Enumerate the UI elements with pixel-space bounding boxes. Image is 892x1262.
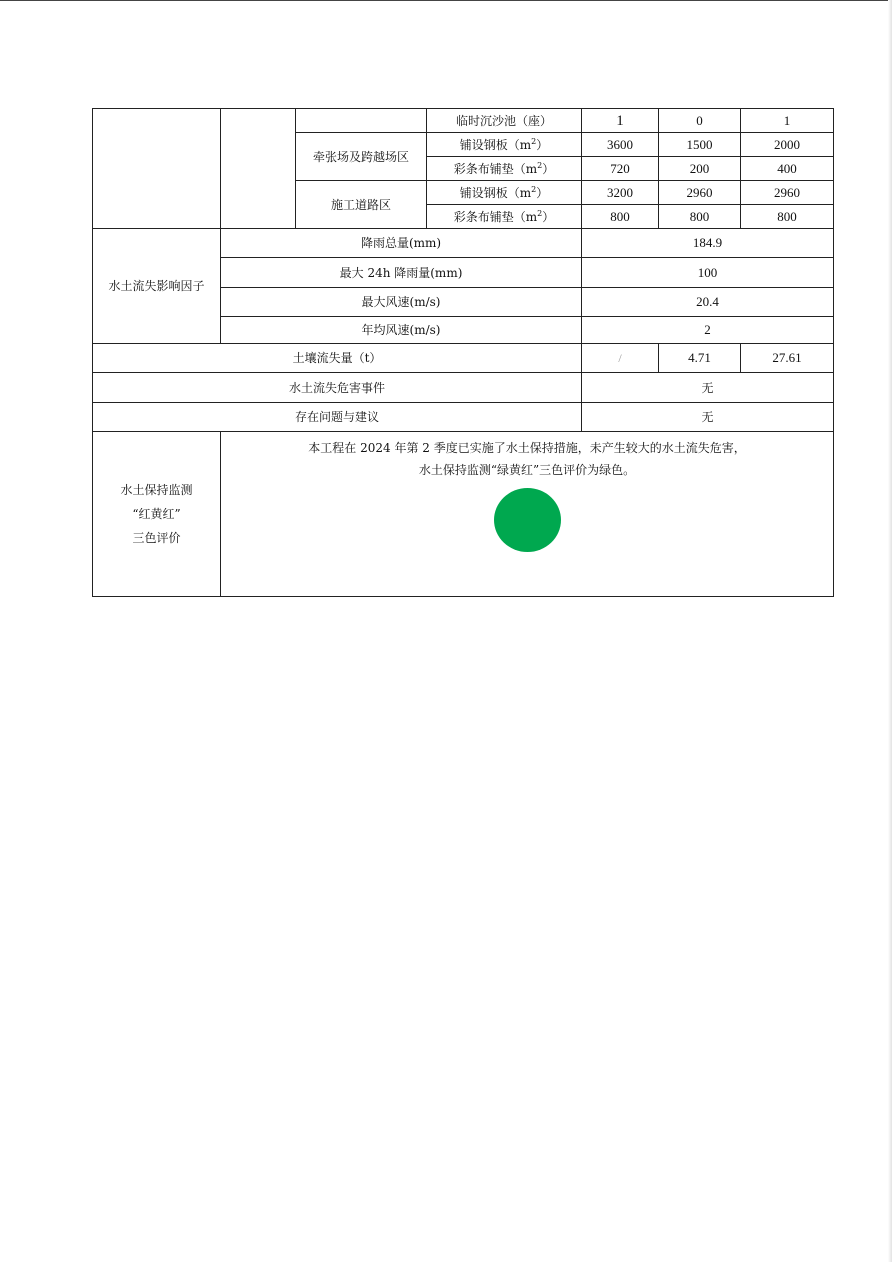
table-row: [93, 229, 834, 258]
factor-value: 2: [582, 317, 834, 344]
measure-value: 800: [741, 205, 834, 229]
table-row: [93, 432, 834, 597]
evaluation-label-line: 水土保持监测: [120, 483, 193, 497]
area-label: 牵张场及跨越场区: [296, 133, 427, 181]
measure-value: 200: [659, 157, 741, 181]
measure-value: 3200: [582, 181, 659, 205]
measure-value: 1: [741, 109, 834, 133]
soil-loss-label: 土壤流失量（t）: [93, 344, 582, 373]
evaluation-text-line: 水土保持监测“绿黄红”三色评价为绿色。: [418, 463, 636, 477]
measure-label: 彩条布铺垫$(m^2)$: [427, 205, 582, 229]
evaluation-content: [221, 432, 834, 597]
area-label: 施工道路区: [296, 181, 427, 229]
table-row: [93, 373, 834, 403]
table-row: [93, 344, 834, 373]
measure-value: 1: [582, 109, 659, 133]
measure-value: 1500: [659, 133, 741, 157]
issues-value: 无: [582, 403, 834, 432]
table-row: [93, 403, 834, 432]
factor-value: 20.4: [582, 288, 834, 317]
measure-value: 2960: [741, 181, 834, 205]
measure-value: 800: [659, 205, 741, 229]
blank-cell: [296, 109, 427, 133]
blank-cell: [93, 109, 221, 229]
table-row: [93, 109, 834, 133]
measure-label: 彩条布铺垫$(m^2)$: [427, 157, 582, 181]
factors-title: 水土流失影响因子: [93, 229, 221, 344]
hazard-value: 无: [582, 373, 834, 403]
measure-value: 400: [741, 157, 834, 181]
measure-value: 800: [582, 205, 659, 229]
factor-value: 184.9: [582, 229, 834, 258]
measure-label: 铺设钢板$(m^2)$: [427, 133, 582, 157]
measure-label: 铺设钢板$(m^2)$: [427, 181, 582, 205]
soil-loss-value: /: [582, 344, 659, 373]
factor-label: 最大风速(m/s): [221, 288, 582, 317]
page-edge-shade: [888, 0, 892, 1262]
factor-label: 降雨总量(mm): [221, 229, 582, 258]
green-indicator-circle: [494, 488, 561, 552]
blank-cell: [221, 109, 296, 229]
soil-loss-value: 27.61: [741, 344, 834, 373]
evaluation-label-line: “红黄红”: [132, 507, 181, 521]
measure-value: 720: [582, 157, 659, 181]
evaluation-label: [93, 432, 221, 597]
hazard-label: 水土流失危害事件: [93, 373, 582, 403]
factor-label: 最大 24h 降雨量(mm): [221, 258, 582, 288]
factor-value: 100: [582, 258, 834, 288]
issues-label: 存在问题与建议: [93, 403, 582, 432]
measure-value: 3600: [582, 133, 659, 157]
measure-value: 2960: [659, 181, 741, 205]
soil-loss-value: 4.71: [659, 344, 741, 373]
page-top-rule: [0, 0, 892, 1]
measure-value: 0: [659, 109, 741, 133]
measure-label: 临时沉沙池（座）: [427, 109, 582, 133]
monitoring-table: [92, 108, 834, 597]
measure-value: 2000: [741, 133, 834, 157]
factor-label: 年均风速(m/s): [221, 317, 582, 344]
evaluation-text-line: 本工程在 2024 年第 2 季度已实施了水土保持措施，未产生较大的水土流失危害，: [308, 441, 746, 455]
evaluation-label-line: 三色评价: [132, 531, 181, 545]
